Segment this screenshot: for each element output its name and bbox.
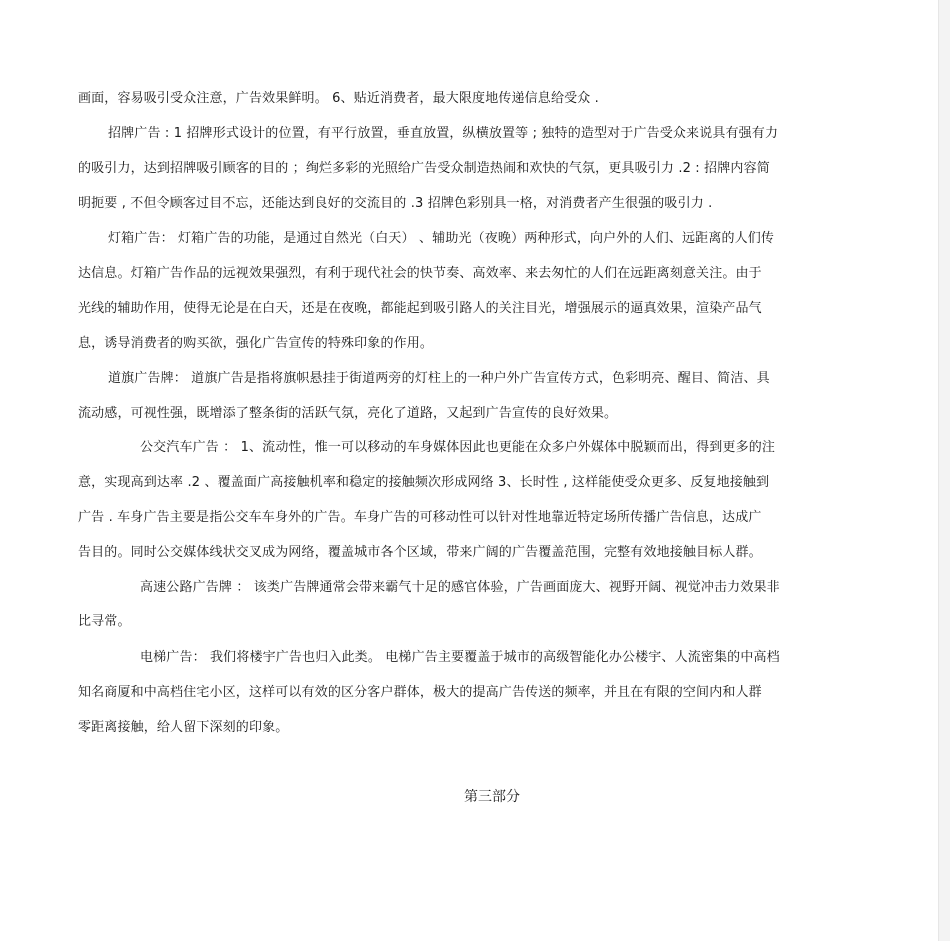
text-line-19: 零距离接触，给人留下深刻的印象。 [78, 720, 289, 735]
text-line-13: 广告 . 车身广告主要是指公交车车身外的广告。车身广告的可移动性可以针对性地靠近特定场所传播广告信息，达成广 [78, 510, 762, 525]
text-line-3: 的吸引力，达到招牌吸引顾客的目的 ；绚烂多彩的光照给广告受众制造热闹和欢快的气氛，更具吸引力 .2 : 招牌内容简 [78, 161, 770, 176]
text-line-18: 知名商厦和中高档住宅小区，这样可以有效的区分客户群体，极大的提高广告传送的频率，并且在有限的空间内和人群 [78, 685, 762, 700]
vertical-scrollbar[interactable] [938, 0, 950, 941]
text-line-14: 告目的。同时公交媒体线状交叉成为网络，覆盖城市各个区域，带来广阔的广告覆盖范围，完整有效地接触目标人群。 [78, 545, 762, 560]
text-line-11: 公交汽车广告 ： 1、流动性，惟一可以移动的车身媒体因此也更能在众多户外媒体中脱颖而出，得到更多的注 [140, 440, 776, 455]
text-line-15: 高速公路广告牌 ： 该类广告牌通常会带来霸气十足的感官体验，广告画面庞大、视野开阔、视觉冲击力效果非 [140, 580, 780, 595]
text-line-4: 明扼要 , 不但令顾客过目不忘，还能达到良好的交流目的 .3 招牌色彩别具一格，对消费者产生很强的吸引力 . [78, 196, 713, 211]
text-line-5: 灯箱广告： 灯箱广告的功能，是通过自然光（白天） 、辅助光（夜晚）两种形式，向户外的人们、远距离的人们传 [108, 231, 775, 246]
section-heading: 第三部分 [464, 789, 520, 805]
text-line-8: 息，诱导消费者的购买欲，强化广告宣传的特殊印象的作用。 [78, 336, 434, 351]
text-line-9: 道旗广告牌： 道旗广告是指将旗帜悬挂于街道两旁的灯柱上的一种户外广告宣传方式，色彩明亮、醒目、简洁、具 [108, 371, 770, 386]
text-line-10: 流动感，可视性强，既增添了整条街的活跃气氛，亮化了道路，又起到广告宣传的良好效果。 [78, 406, 618, 421]
text-line-12: 意，实现高到达率 .2 、覆盖面广高接触机率和稳定的接触频次形成网络 3、长时性 , 这样能使受众更多、反复地接触到 [78, 475, 770, 490]
text-line-1: 画面，容易吸引受众注意，广告效果鲜明。 6、贴近消费者，最大限度地传递信息给受众 . [78, 91, 599, 106]
text-line-7: 光线的辅助作用，使得无论是在白天，还是在夜晚，都能起到吸引路人的关注目光，增强展示的逼真效果，渲染产品气 [78, 301, 762, 316]
text-line-17: 电梯广告： 我们将楼宇广告也归入此类。 电梯广告主要覆盖于城市的高级智能化办公楼宇、人流密集的中高档 [140, 650, 780, 665]
text-line-16: 比寻常。 [78, 614, 131, 629]
text-line-6: 达信息。灯箱广告作品的远视效果强烈，有利于现代社会的快节奏、高效率、来去匆忙的人们在远距离刻意关注。由于 [78, 266, 762, 281]
text-line-2: 招牌广告 : 1 招牌形式设计的位置，有平行放置，垂直放置，纵横放置等 ; 独特的造型对于广告受众来说具有强有力 [108, 126, 779, 141]
